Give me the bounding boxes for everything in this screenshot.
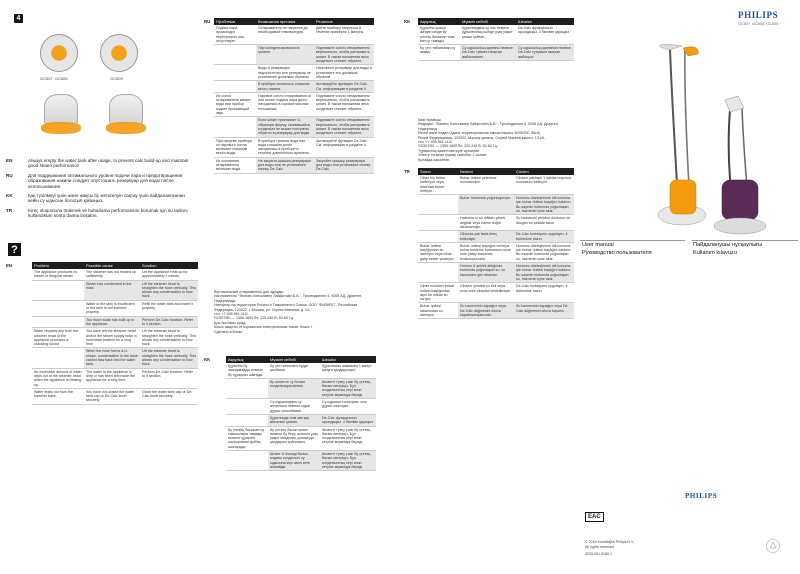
table-row [418,25,574,45]
info-line: Өндіруші: "Филипс Консьюмер Лайфстайл Б.В.", Туссендиепен 4, 9206 АД, Драхтен, Нидерланд [418,122,559,131]
care-note-text: Kireç oluşumunu önlemek ve buharlama performansını korumak için su tankını kullandıktan sonra daima boşaltın. [28,207,188,219]
cause-cell: Бу үтігінің басын және/немесе бу беру шлангін ұзақ уақыт көлденең қалпында қалдырып қойғансыз. [268,426,320,450]
eac-mark: EAC [585,512,604,522]
problem-cell: Water droplets drip from the steamer head or the appliance produces a crackling sound [32,328,84,348]
cause-cell: Buhar ünitesi yeterince ısınmamıştır. [458,175,514,195]
base-image-2 [106,122,146,134]
figure-label-1: GC507, GC506 [40,76,68,81]
problem-cell: Құрылғы қызып жатқан кезде бу үтігінің басынан тым көп су тамады. [418,25,460,45]
cause-cell: Water in the tank is insufficient or the tank is not inserted properly. [84,300,140,316]
col-header: Шешімі [320,356,376,363]
rights: All rights reserved. [585,545,615,549]
cause-cell: В приборе скопилось слишком много накипи. [256,81,314,93]
cause-cell: Су ыдысының қақпағы немесе De-Calc түймесі мықтап жабылмаған. [460,45,516,61]
problem-cell [418,195,458,215]
table-row [32,368,198,388]
col-header: Мүмкін себебі [460,18,516,25]
lang-code: EN [6,263,13,268]
care-notes [6,158,196,219]
solution-cell: De-Calc fonksiyonu uygulayın. 4 bölümüne bakın. [514,283,574,303]
cause-cell: Бу шлангте су болып конденсацияланған. [268,378,320,398]
cause-cell: You have left the steamer head and/or the steam supply hose in horizontal position for a long time [84,328,140,348]
solution-cell: Su haznesinin kapağını veya De-Calc düğmesini sıkıca kapatın. [514,303,574,319]
document-code: 4239.001.0189.1 [585,552,612,556]
info-line: Ресей және Кеден Одағы территориясына импорттаушы: ФИЛИПС ЖШҚ, [418,131,541,136]
copyright: © 2018 Koninklijke Philips N.V. [585,540,635,544]
lang-code: KK [404,19,411,24]
problem-cell: An excessive amount of water drips out of the steamer head when the appliance is heating up. [32,368,84,388]
problem-cell [32,280,84,300]
problem-cell: Buhar ünitesi tabanından su damlıyor. [418,303,458,319]
problem-cell [418,215,458,231]
solution-cell: Hortumu düzleştirmek dik konuma için buhar ünitesi başlığını kaldırın. Bu sayede hortumda yoğunlaşan su, haznenin içine akar. [514,195,574,215]
problem-cell [32,300,84,316]
cause-cell: Если шланг принимает U-образную форму, скопившийся конденсат не может поступить обратно в резервуар для воды. [256,117,314,137]
cause-cell: Too much scale has built up in the appliance. [84,316,140,328]
problem-cell: При нагреве прибора из парового сопла вытекает слишком много воды. [214,137,256,157]
cause-cell: Воды в резервуаре недостаточно или резервуар не установлен должным образом. [256,65,314,81]
problem-cell [226,378,268,398]
cause-cell: Құрылғыда тым көп қақ жиналып қалған. [268,414,320,426]
col-header: Ақаулық [418,18,460,25]
problem-cell [418,231,458,243]
problem-cell [226,399,268,415]
solution-cell: Поднимите сопло отпаривателя вертикально, чтобы распрямить шланг. В таком положении весь конденсат стекает обратно. [314,92,374,116]
table-row [418,242,574,262]
kk-table-top [418,18,574,61]
cause-cell: Cihazda çok fazla kireç birikmiştir. [458,231,514,243]
problem-cell: The appliance produces no steam or irregular steam [32,269,84,280]
decalc-knob-image-2 [100,34,138,72]
table-row [418,283,574,303]
table-row [214,157,374,173]
steamer-illustration [610,40,790,240]
solution-cell: Закройте крышку резервуара для воды или установите кнопку De-Calc. [314,157,374,173]
cause-cell: Паровое сопло отпаривателя и/или шланг подачи пара долго находились в горизонтальном положении. [256,92,314,116]
problem-cell [214,45,256,65]
col-header: Ақаулық [226,356,268,363]
table-row [226,451,376,471]
lang-code: KK [6,193,13,199]
solution-cell: Активируйте функцию De-Calc. См. информацию в разделе 4. [314,81,374,93]
table-row [32,269,198,280]
col-header: Мүмкін себебі [268,356,320,363]
ru-product-info [214,290,374,334]
info-line: Тұрмыстық қажеттіліктерге арналған [418,148,480,153]
table-row [214,117,374,137]
care-note-text: Always empty the water tank after usage, to prevent calc build-up and maintain good steam performance [28,158,189,169]
figure-label-2: GC509 [110,76,123,81]
info-line: Қытайда жасалған. [418,157,450,162]
problem-cell [226,414,268,426]
lang-code: RU [204,19,211,24]
problem-cell [32,316,84,328]
table-row [32,328,198,348]
col-header: Проблема [214,18,256,25]
cause-cell: Шланг U пішінді болса, ондағы конденсат су ыдысына кері ағып кете алмайды. [268,451,320,471]
problem-cell: Из основания отпаривателя вытекает вода. [214,157,256,173]
tr-table [418,168,574,319]
problem-cell: Cihaz ısınırken buhar ünitesi başlığından aşırı bir miktar su sızıyor. [418,283,458,303]
manual-title-tr: Kullanım kılavuzu [693,250,737,256]
table-row [214,65,374,81]
table-row [418,45,574,61]
step-number: 4 [14,14,23,23]
problem-cell [214,65,256,81]
table-row [418,175,574,195]
col-header: Solution [140,262,198,269]
table-row [226,426,376,450]
solution-cell: Lift the steamer head to straighten the hose vertically. This allows any condensation to flow back. [142,281,196,299]
solution-cell: Активируйте функцию De-Calc. См. информацию в разделе 4. [314,137,374,157]
lang-code: TR [6,207,13,213]
divider [692,240,798,241]
table-row [32,348,198,368]
info-line: Вертикальный отпариватель для одежды. [214,290,285,294]
info-line: Киім булағыш [418,118,441,122]
solution-cell: Su haznesini yeniden doldurun ve düzgün bir şekilde takın. [514,215,574,231]
solution-cell: De-Calc функциясын орындаңыз. 4 бөлімін қараңыз. [516,25,574,45]
lang-code: KK [204,357,211,362]
brand-logo-bottom: PHILIPS [685,492,718,500]
table-row [418,231,574,243]
info-line: тел. +7 495 961-1111. [418,140,454,145]
solution-cell: De-Calc функциясын орындаңыз. 4 бөлімін қараңыз. [320,414,376,426]
solution-cell: Құрылғыны шамамен 1 минут қызуға қалдырыңыз. [320,363,376,378]
col-header: Çözüm [514,168,574,175]
problem-cell: Water leaks out from the steamer base. [32,388,84,404]
solution-cell: Наполните резервуар для воды и установите его должным образом. [314,65,374,81]
manual-title-kk: Пайдаланушы нұсқаулығы [693,242,763,248]
tank-image-2 [109,94,143,124]
cause-cell: Hortum U şeklini aldığında hortumda yoğunlaşan su, su haznesine geri akamaz. [458,263,514,283]
cause-cell: Su haznesinin kapağını veya De-Calc düğmesini sıkıca kapatmamışsınızdır. [458,303,514,319]
info-line: тел. +7 495 961-1111. [214,312,250,317]
care-note-text: Для поддержания оптимального уровня подачи пара и предотвращения образования накипи следует опустошать резервуар для воды после использования. [28,172,183,189]
problem-cell: Бу үтігі табанынан су ағады. [418,45,460,61]
solution-cell: De-Calc fonksiyonu uygulayın. 4 bölümüne bakın. [514,231,574,243]
cause-cell: The steamer has not heated up sufficiently. [84,269,140,280]
table-row [418,195,574,215]
solution-cell: Cihazın yaklaşık 1 dakika boyunca ısınmasını bekleyin. [514,175,574,195]
cause-cell: When the hose forms a U-shape, condensation in the hose cannot flow back into the water tank. [84,348,140,368]
table-row [418,215,574,231]
col-header: Nedeni [458,168,514,175]
manual-title-en: User manual [582,242,614,248]
solution-cell: Perform De-Calc function. Refer to 4 section. [140,368,198,388]
lang-code: RU [6,172,13,178]
solution-cell: Су ыдысының қақпағын немесе De-Calc тұтқасын мықтап жабыңыз. [516,45,574,61]
problem-cell: Из сопла отпаривателя капает вода или прибор издает булькающий звук. [214,92,256,116]
col-header: Possible cause [84,262,140,269]
cause-cell: You have not closed the water tank cap or De-Calc knob securely. [84,388,140,404]
table-row [214,92,374,116]
cause-cell: Buhar ünitesi başlığını ve/veya buhar besleme hortumunu uzun süre yatay konumda bırakmışsınızdır. [458,242,514,262]
care-note-ru [6,173,196,189]
table-row [226,399,376,415]
cause-cell: The water in the appliance is dirty or has been left inside the appliance for a long time. [84,368,140,388]
solution-cell: Refill the water tank and insert it properly. [140,300,198,316]
cause-cell: Cihazın içindeki su kirli veya uzun süre cihazda bekletilmiştir. [458,283,514,303]
problem-cell: Құрылғы бу шығармайды немесе бу тұрақсыз шығады. [226,363,268,378]
solution-cell: Close the water tank cap or De-Calc knob securely. [140,388,198,404]
col-header: Решение [314,18,374,25]
solution-cell: Су ыдысын толтырып, оны дұрыс салыңыз. [320,399,376,415]
problem-cell: Cihaz hiç buhar üretmiyor veya düzensiz buhar üretiyor. [418,175,458,195]
table-row [418,263,574,283]
cause-cell: Отпариватель не нагрелся до необходимой температуры. [256,25,314,45]
table-row [214,137,374,157]
table-row [214,81,374,93]
solution-cell: Hortumu düzleştirmek dik konuma için buhar ünitesi başlığını kaldırın. Bu sayede hortumda yoğunlaşan su, haznenin içine akar. [514,263,574,283]
info-line: Ресей Федерациясы, 123022, Мәскеу қаласы, Сергей Макеев көшесі, 13-үй, [418,135,545,140]
cause-cell: В приборе грязная вода или вода слишком долго находилась в приборе в течение длительного времени. [256,137,314,157]
solution-cell: Поднимите сопло отпаривателя вертикально, чтобы распрямить шланг. В таком положении весь конденсат стекает обратно. [314,117,374,137]
cover-panel [580,0,800,574]
col-header: Возможная причина [256,18,314,25]
col-header: Шешімі [516,18,574,25]
problem-cell [418,263,458,283]
table-row [226,378,376,398]
info-line: Для бытовых нужд. [214,320,247,325]
info-line: GC507/60 — 1350-1600 Вт; 220-240 В; 50-60 Гц. [418,144,498,149]
solution-cell: Hortumu düzleştirmek dik konuma için buhar ünitesi başlığını kaldırın. Bu sayede hortumda yoğunlaşan su, haznenin içine akar. [514,242,574,262]
tank-image-1 [44,94,78,124]
table-row [32,388,198,404]
kk-product-info [418,118,574,162]
decalc-knob-image-1 [40,34,78,72]
solution-cell: Let the appliance heat up for approximately 1 minute. [140,269,198,280]
info-line: GC507/60 — 1350-1600 Вт; 220-240 В; 50-60 Гц. [214,316,294,321]
table-row [32,280,198,300]
problem-cell: Buhar ünitesi başlığından su damlıyor veya cihaz garip sesler çıkarıyor. [418,242,458,262]
care-note-en [6,158,196,169]
lang-code: TR [404,169,410,174]
problem-cell [214,117,256,137]
solution-cell: Lift the steamer head to straighten the hose vertically. This allows any condensation to flow back. [142,349,196,367]
cause-cell: Су ыдысындағы су жеткіліксіз немесе ыдыс дұрыс салынбаған. [268,399,320,415]
cause-cell: Бу үтігі жеткілікті түрде қызбаған. [268,363,320,378]
lang-code: EN [6,158,13,163]
table-row [214,25,374,45]
problem-cell: Подача пара происходит нерегулярно или отсутствует. [214,25,256,45]
table-row [226,414,376,426]
care-note-kk [6,193,196,204]
col-header: Problem [32,262,84,269]
info-line: Импортер на территории России и Таможенного Союза: ООО "ФИЛИПС", Российская Федерация, 123022, г. Москва, ул. Сергея Макеева, д. 13, [214,303,358,312]
problem-cell [32,348,84,368]
base-image-1 [41,122,81,134]
divider [580,240,685,241]
manual-title-ru: Руководство пользователя [582,250,652,256]
recycle-icon [765,538,781,554]
solution-cell: Шлангті түзеу үшін бу үтігінің басын көтеріңіз. Бұл конденсаттың кері ағып кетуіне мүмкіндік береді. [320,451,376,471]
problem-cell: Бу үтігінің басынан су тамшылары тамады немесе құрылғы шытырлаған дыбыс шығарады. [226,426,268,450]
problem-cell [214,81,256,93]
info-line: Класс защиты от поражения электрическим током: Класс I. [214,325,313,330]
problem-cell [226,451,268,471]
table-row [32,316,198,328]
care-note-tr [6,208,196,219]
info-line: Электр тогынан қорғау сыныбы: 1 сынып [418,153,487,158]
brand-logo-top: PHILIPS [738,10,779,20]
solution-cell: Дайте прибору нагреться в течение примерно 1 минуты. [314,25,374,45]
solution-cell: Perform De-Calc function. Refer to 4 section. [140,316,198,328]
solution-cell: Поднимите сопло отпаривателя вертикально, чтобы распрямить шланг. В таком положении весь конденсат стекает обратно. [314,45,374,65]
cause-cell: Құрылғыдағы су лас немесе құрылғының ішінде ұзақ уақыт қалып қойған. [460,25,516,45]
en-table [32,262,198,405]
info-line: Сделано в Китае. [214,329,244,334]
solution-cell: Шлангті түзеу үшін бу үтігінің басын көтеріңіз. Бұл конденсаттың кері ағып кетуіне мүмкіндік береді. [320,426,376,450]
table-row [226,363,376,378]
model-numbers: GC507, GC508, GC509 [738,22,779,26]
info-line: Изготовитель: "Филипс Консьюмер Лайфстайл Б.В.", Туссендиепен 4, 9206 АД, Драхтен, Нидерланды. [214,294,363,303]
cause-cell: Пар сконденсировался в шланге. [256,45,314,65]
table-row [418,303,574,319]
care-note-text: Қақ түзілмеуі үшін және жақсы бу жеткізілуін сақтау үшін пайдаланғаннан кейін су ыдысын босатып қойыңыз. [28,193,185,204]
solution-cell: Шлангті түзеу үшін бу үтігінің басын көтеріңіз. Бұл конденсаттың кері ағып кетуіне мүмкіндік береді. [320,378,376,398]
cause-cell: Haznede ki su miktarı yeterli değildir veya hazne doğru takılmamıştır. [458,215,514,231]
table-row [214,45,374,65]
troubleshooting-icon: ? [8,243,21,256]
kk-table-bottom [226,356,376,471]
col-header: Sorun [418,168,458,175]
cause-cell: Не закрыта крышка резервуара для воды или не установлен кнопку De-Calc. [256,157,314,173]
cause-cell: Steam has condensed in the hose. [84,280,140,300]
solution-cell: Lift the steamer head to straighten the hose vertically. This allows any condensation to flow back. [142,329,196,347]
cause-cell: Buhar hortumda yoğunlaşmıştır. [458,195,514,215]
table-row [32,300,198,316]
ru-table [214,18,374,174]
